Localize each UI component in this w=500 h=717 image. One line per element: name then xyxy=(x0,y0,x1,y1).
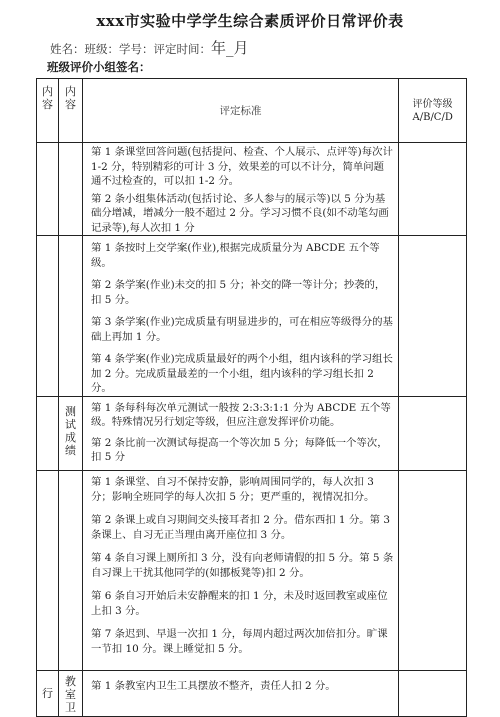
category-classroom-hygiene: 教室卫 xyxy=(59,670,83,716)
header-content-2: 内容 xyxy=(59,79,83,143)
page-title: xxx市实验中学学生综合素质评价日常评价表 xyxy=(96,12,404,30)
standard-cell: 第 1 条每科每次单元测试一般按 2:3:3:1:1 分为 ABCDE 五个等级。特殊情况另行划定等级，但应注意发挥评价功能。 第 2 条比前一次测试每提高一个等次加 5 分；每降低一个等次，扣 5 分 xyxy=(83,396,399,470)
student-info-line xyxy=(50,37,249,58)
standard-cell: 第 1 条按时上交学案(作业),根据完成质量分为 ABCDE 五个等级。 第 2 条学案(作业)未交的扣 5 分；补交的降一等计分；抄袭的，扣 5 分。 第 3 条学案(作业)完成质量有明显进步的，可在相应等级得分的基础上再加 1 分。 第 4 条学案(作业)完成质量最好的两个小组，组内该科的学习组长加 2 分。完成质量最差的一个小组，组内该科的学习组长扣 2 分。 xyxy=(83,236,399,397)
header-row xyxy=(37,79,467,143)
table-row xyxy=(37,143,467,236)
grade-cell[interactable] xyxy=(399,670,467,716)
header-grade: 评价等级A/B/C/D xyxy=(399,79,467,143)
table-row xyxy=(37,470,467,670)
category-test-scores: 测试成绩 xyxy=(59,396,83,470)
group-sign-label: 班级评价小组签名： xyxy=(47,60,151,74)
category-behavior: 行 xyxy=(37,670,59,716)
standard-cell: 第 1 条课堂、自习不保持安静，影响周围同学的，每人次扣 3 分；影响全班同学的每人次扣 5 分；更严重的，视情况扣分。 第 2 条课上或自习期间交头接耳者扣 2 分。借东西扣 1 分。第 3 条课上、自习无正当理由离开座位扣 3 分。 第 4 条自习课上厕所扣 3 分，没有向老师请假的扣 5 分。第 5 条自习课上干扰其他同学的(如挪板凳等)扣 2 分。 第 6 条自习开始后未安静醒来的扣 1 分，未及时返回教室或座位上扣 3 分。 第 7 条迟到、早退一次扣 1 分，每周内超过两次加倍扣分。旷课一节扣 10 分。课上睡觉扣 5 分。 xyxy=(83,470,399,670)
info-date: 年_月 xyxy=(211,39,249,57)
grade-cell[interactable] xyxy=(399,396,467,470)
table-row xyxy=(37,396,467,470)
grade-cell[interactable] xyxy=(399,143,467,236)
grade-cell[interactable] xyxy=(399,470,467,670)
grade-cell[interactable] xyxy=(399,236,467,397)
standard-cell: 第 1 条教室内卫生工具摆放不整齐，责任人扣 2 分。 xyxy=(83,670,399,716)
header-standard: 评定标准 xyxy=(83,79,399,143)
table-row xyxy=(37,236,467,397)
info-labels: 姓名：班级：学号：评定时间： xyxy=(50,42,211,56)
header-content-1: 内容 xyxy=(37,79,59,143)
table-row xyxy=(37,670,467,716)
standard-cell: 第 1 条课堂回答问题(包括提问、检查、个人展示、点评等)每次计 1-2 分，特别精彩的可计 3 分，效果差的可以不计分，简单问题通不过检查的，可以扣 1-2 分。 第 2 条小组集体活动(包括讨论、多人参与的展示等)以 5 分为基础分增减，增减分一般不超过 2 分。学习习惯不良(如不动笔勾画记录等),每人次扣 1 分 xyxy=(83,143,399,236)
evaluation-table xyxy=(36,78,467,717)
